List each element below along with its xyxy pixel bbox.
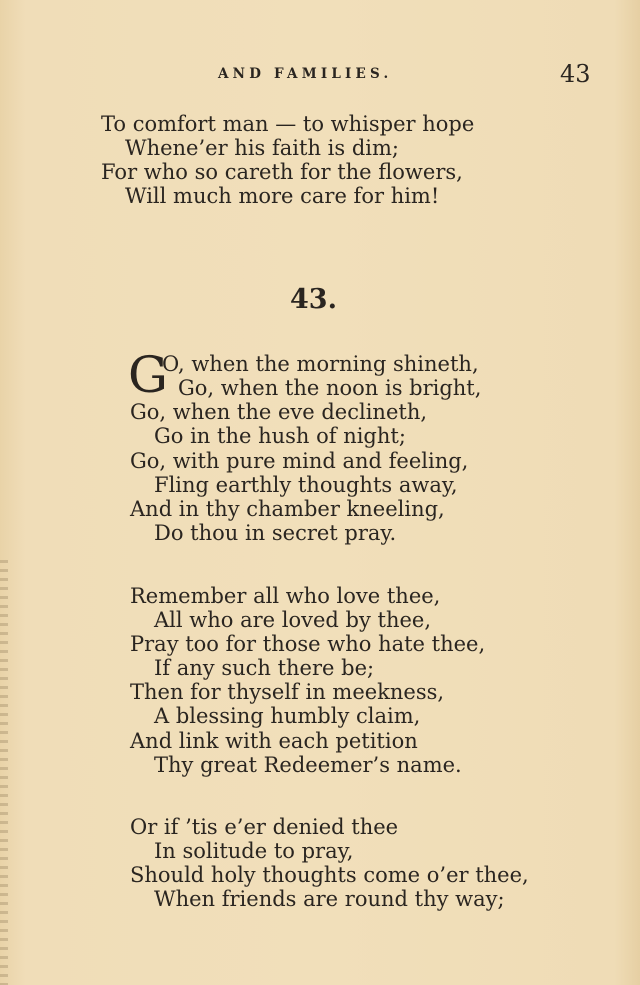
page-number: 43	[560, 60, 591, 88]
verse-line: Fling earthly thoughts away,	[154, 473, 458, 497]
verse-line: All who are loved by thee,	[154, 608, 431, 632]
verse-line: Go, when the eve declineth,	[130, 400, 428, 424]
verse-line: O, when the morning shineth,	[162, 352, 479, 376]
verse-line: If any such there be;	[154, 656, 375, 680]
hymn-number: 43.	[290, 284, 337, 315]
verse-line: Go, with pure mind and feeling,	[130, 449, 469, 473]
drop-cap: G	[128, 346, 168, 404]
verse-line: Remember all who love thee,	[130, 584, 441, 608]
verse-line: A blessing humbly claim,	[154, 704, 421, 728]
verse-line: Or if ’tis e’er denied thee	[130, 815, 399, 839]
verse-line: To comfort man — to whisper hope	[101, 112, 475, 136]
running-title: AND FAMILIES.	[218, 66, 393, 82]
verse-line: Then for thyself in meekness,	[130, 680, 445, 704]
verse-line: Go in the hush of night;	[154, 424, 406, 448]
verse-line: Go, when the noon is bright,	[178, 376, 482, 400]
verse-line: Whene’er his faith is dim;	[125, 136, 399, 160]
verse-line: Do thou in secret pray.	[154, 521, 397, 545]
running-head	[0, 60, 640, 88]
verse-line: When friends are round thy way;	[154, 887, 505, 911]
verse-line: In solitude to pray,	[154, 839, 354, 863]
verse-line: Pray too for those who hate thee,	[130, 632, 486, 656]
page-edge-shading	[0, 560, 8, 985]
verse-line: And in thy chamber kneeling,	[130, 497, 445, 521]
verse-line: Will much more care for him!	[125, 184, 440, 208]
verse-line: Should holy thoughts come o’er thee,	[130, 863, 529, 887]
verse-line: Thy great Redeemer’s name.	[154, 753, 462, 777]
verse-line: For who so careth for the flowers,	[101, 160, 463, 184]
verse-line: And link with each petition	[130, 729, 418, 753]
